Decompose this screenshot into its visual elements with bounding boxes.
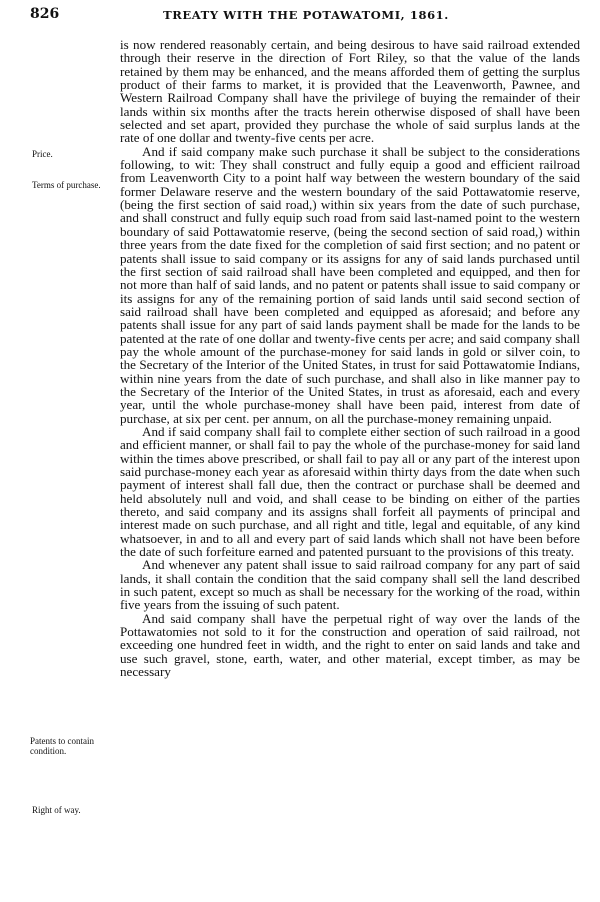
margin-note-price: Price.	[32, 149, 53, 159]
paragraph-right-of-way: And said company shall have the perpetual right of way over the lands of the Pottawatomies not sold to it for the construction and operation of said railroad, not exceeding one hundred feet in width, and the right to enter on said lands and take and use such gravel, stone, earth, water, and other material, except timber, as may be necessary	[120, 610, 580, 680]
paragraph-railroad-extension: is now rendered reasonably certain, and being desirous to have said railroad extended through their reserve in the direction of Fort Riley, so that the value of the lands retained by them may be enhanced, and the means afforded them of getting the surplus product of their farms to market, it is provided that the Leavenworth, Pawnee, and Western Railroad Company shall have the privilege of buying the remainder of their lands within six months after the tracts herein otherwise disposed of shall have been selected and set apart, provided they purchase the whole of said surplus lands at the rate of one dollar and twenty-five cents per acre.	[120, 37, 580, 146]
paragraph-purchase-terms: And if said company make such purchase it shall be subject to the considerations following, to wit: They shall construct and fully equip a good and efficient railroad from Leavenworth City to a point half way between the western boundary of the said former Delaware reserve and the western boundary of the said Pottawatomie reserve, (being the first section of said road,) within six years from the date of such purchase, and shall construct and fully equip such road from said last-named point to the western boundary of said Pottawatomie reserve, (being the second section of said road,) within three years from the date fixed for the completion of said first section; and no patent or patents shall issue to said company or its assigns for any of said lands purchased until the first section of said railroad shall have been completed and equipped, and then for not more than half of said lands, and no patent or patents shall issue to said company or its assigns for any of the remaining portion of said lands until said second section of said railroad shall have been completed and equipped as aforesaid; and before any patents shall issue for any part of said lands payment shall be made for the lands to be patented at the rate of one dollar and twenty-five cents per acre; and said company shall pay the whole amount of the purchase-money for said lands in gold or silver coin, to the Secretary of the Interior of the United States, in trust for said Pottawatomie Indians, within nine years from the date of such purchase, and shall also in like manner pay to the Secretary of the Interior of the United States, in trust as aforesaid, each and every year, until the whole purchase-money shall have been paid, interest from date of purchase, at six per cent. per annum, on all the purchase-money remaining unpaid.	[120, 143, 580, 426]
paragraph-patent-condition: And whenever any patent shall issue to said railroad company for any part of said lands, it shall contain the condition that the said company shall sell the land described in such patent, except so much as shall be necessary for the working of the road, within five years from the issuing of such patent.	[120, 557, 580, 613]
paragraph-forfeiture: And if said company shall fail to complete either section of such railroad in a good and efficient manner, or shall fail to pay the whole of the purchase-money for said land within the times above prescribed, or shall fail to pay all or any part of the interest upon said purchase-money each year as aforesaid within thirty days from the date when such payment of interest shall fall due, then the contract or purchase shall be deemed and held absolutely null and void, and shall cease to be binding on either of the parties thereto, and said company and its assigns shall forfeit all payments of principal and interest made on such purchase, and all right and title, legal and equitable, of any kind whatsoever, in and to all and every part of said lands which shall not have been before the date of such forfeiture earned and patented pursuant to the provisions of this treaty.	[120, 423, 580, 560]
treaty-body	[120, 38, 580, 679]
margin-note-patents-condition: Patents to contain condition.	[30, 736, 94, 756]
margin-note-terms-of-purchase: Terms of purchase.	[32, 180, 101, 190]
page-number: 826	[30, 6, 60, 22]
running-title: TREATY WITH THE POTAWATOMI, 1861.	[163, 8, 449, 22]
margin-note-right-of-way: Right of way.	[32, 805, 81, 815]
page-header	[30, 6, 582, 26]
